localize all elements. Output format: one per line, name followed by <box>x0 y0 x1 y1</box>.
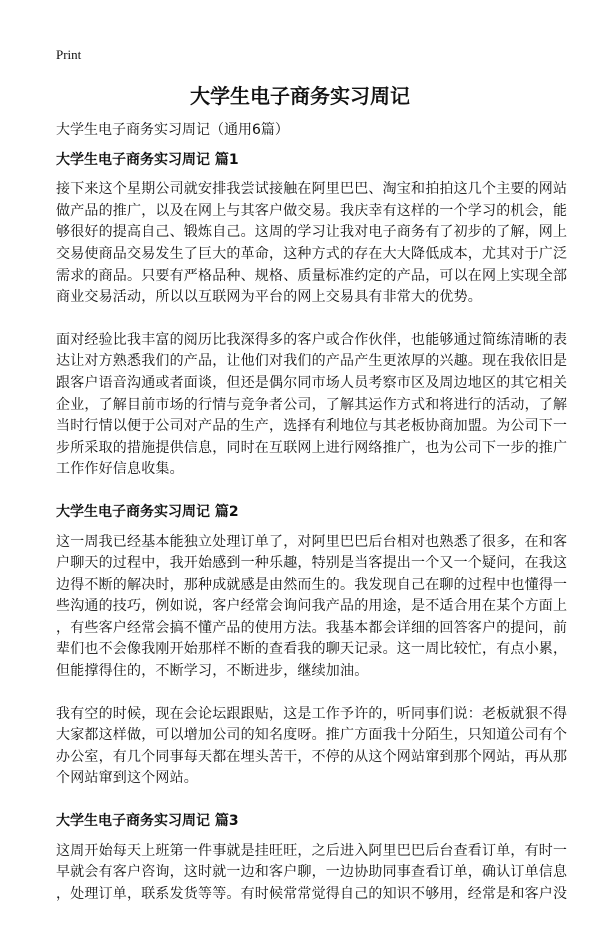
paragraph-line: 我有空的时候，现在会论坛跟跟贴，这是工作予许的，听同事们说：老板就狠不得 <box>56 705 568 722</box>
paragraph-line: 达让对方熟悉我们的产品，让他们对我们的产品产生更浓厚的兴趣。现在我依旧是 <box>56 353 568 370</box>
paragraph-line: 需求的商品。只要有严格品种、规格、质量标准约定的产品，可以在网上实现全部 <box>56 267 568 284</box>
paragraph <box>56 704 568 790</box>
paragraph-line: 企业，了解目前市场的行情与竞争者公司，了解其运作方式和将进行的活动，了解 <box>56 396 568 413</box>
paragraph-line: 些沟通的技巧，例如说，客户经常会询问我产品的用途，是不适合用在某个方面上 <box>56 598 568 615</box>
paragraph-line: 跟客户语音沟通或者面谈，但还是偶尔同市场人员考察市区及周边地区的其它相关 <box>56 374 568 391</box>
paragraph-line: 办公室，有几个同事每天都在埋头苦干，不停的从这个网站窜到那个网站，再从那 <box>56 748 568 765</box>
document-body <box>56 120 568 926</box>
paragraph-line: 工作作好信息收集。 <box>56 461 184 478</box>
paragraph-line: 个网站窜到这个网站。 <box>56 770 198 787</box>
paragraph-line: 做产品的推广，以及在网上与其客户做交易。我庆幸有这样的一个学习的机会，能 <box>56 202 568 219</box>
paragraph-line: 够很好的提高自己、锻炼自己。这周的学习让我对电子商务有了初步的了解，网上 <box>56 224 568 241</box>
paragraph <box>56 330 568 481</box>
paragraph-line: 接下来这个星期公司就安排我尝试接触在阿里巴巴、淘宝和拍拍这几个主要的网站 <box>56 181 568 198</box>
document-subtitle: 大学生电子商务实习周记（通用6篇） <box>56 122 289 138</box>
paragraph-line: 步所采取的措施提供信息，同时在互联网上进行网络推广，也为公司下一步的推广 <box>56 439 568 456</box>
document-title: 大学生电子商务实习周记 <box>190 84 410 108</box>
paragraph-line: 早就会有客户咨询，这时就一边和客户聊，一边协助同事查看订单，确认订单信息 <box>56 864 568 881</box>
paragraph-line: 面对经验比我丰富的阅历比我深得多的客户或合作伙伴，也能够通过简练清晰的表 <box>56 331 568 348</box>
paragraph-line: 这一周我已经基本能独立处理订单了，对阿里巴巴后台相对也熟悉了很多，在和客 <box>56 533 568 550</box>
print-link[interactable]: Print <box>56 47 82 62</box>
paragraph-line: ，有些客户经常会搞不懂产品的使用方法。我基本都会详细的回答客户的提问，前 <box>56 619 568 636</box>
paragraph-line: 辈们也不会像我刚开始那样不断的查看我的聊天记录。这一周比较忙，有点小累， <box>56 641 568 658</box>
paragraph-line: 大家都这样做，可以增加公司的知名度呀。推广方面我十分陌生，只知道公司有个 <box>56 727 568 744</box>
paragraph-line: ，处理订单，联系发货等等。有时候常常觉得自己的知识不够用，经常是和客户没 <box>56 885 568 902</box>
paragraph <box>56 841 568 906</box>
paragraph-line: 商业交易活动，所以以互联网为平台的网上交易具有非常大的优势。 <box>56 289 482 306</box>
paragraph-line: 户聊天的过程中，我开始感到一种乐趣，特别是当客提出一个又一个疑问，在我这 <box>56 555 568 572</box>
section-heading: 大学生电子商务实习周记 篇2 <box>56 503 239 520</box>
paragraph <box>56 179 568 309</box>
section-heading: 大学生电子商务实习周记 篇3 <box>56 813 239 830</box>
paragraph-line: 边得不断的解决时，那种成就感是由然而生的。我发现自己在聊的过程中也懂得一 <box>56 576 568 593</box>
paragraph-line: 这周开始每天上班第一件事就是挂旺旺，之后进入阿里巴巴后台查看订单，有时一 <box>56 842 568 859</box>
paragraph-line: 当时行情以便于公司对产品的生产，选择有利地位与其老板协商加盟。为公司下一 <box>56 418 568 435</box>
paragraph-line: 交易使商品交易发生了巨大的革命，这种方式的存在大大降低成本，尤其对于广泛 <box>56 245 568 262</box>
section-heading: 大学生电子商务实习周记 篇1 <box>56 151 239 168</box>
paragraph <box>56 532 568 683</box>
sections <box>56 150 568 906</box>
paragraph-line: 但能撑得住的，不断学习，不断进步，继续加油。 <box>56 663 369 680</box>
